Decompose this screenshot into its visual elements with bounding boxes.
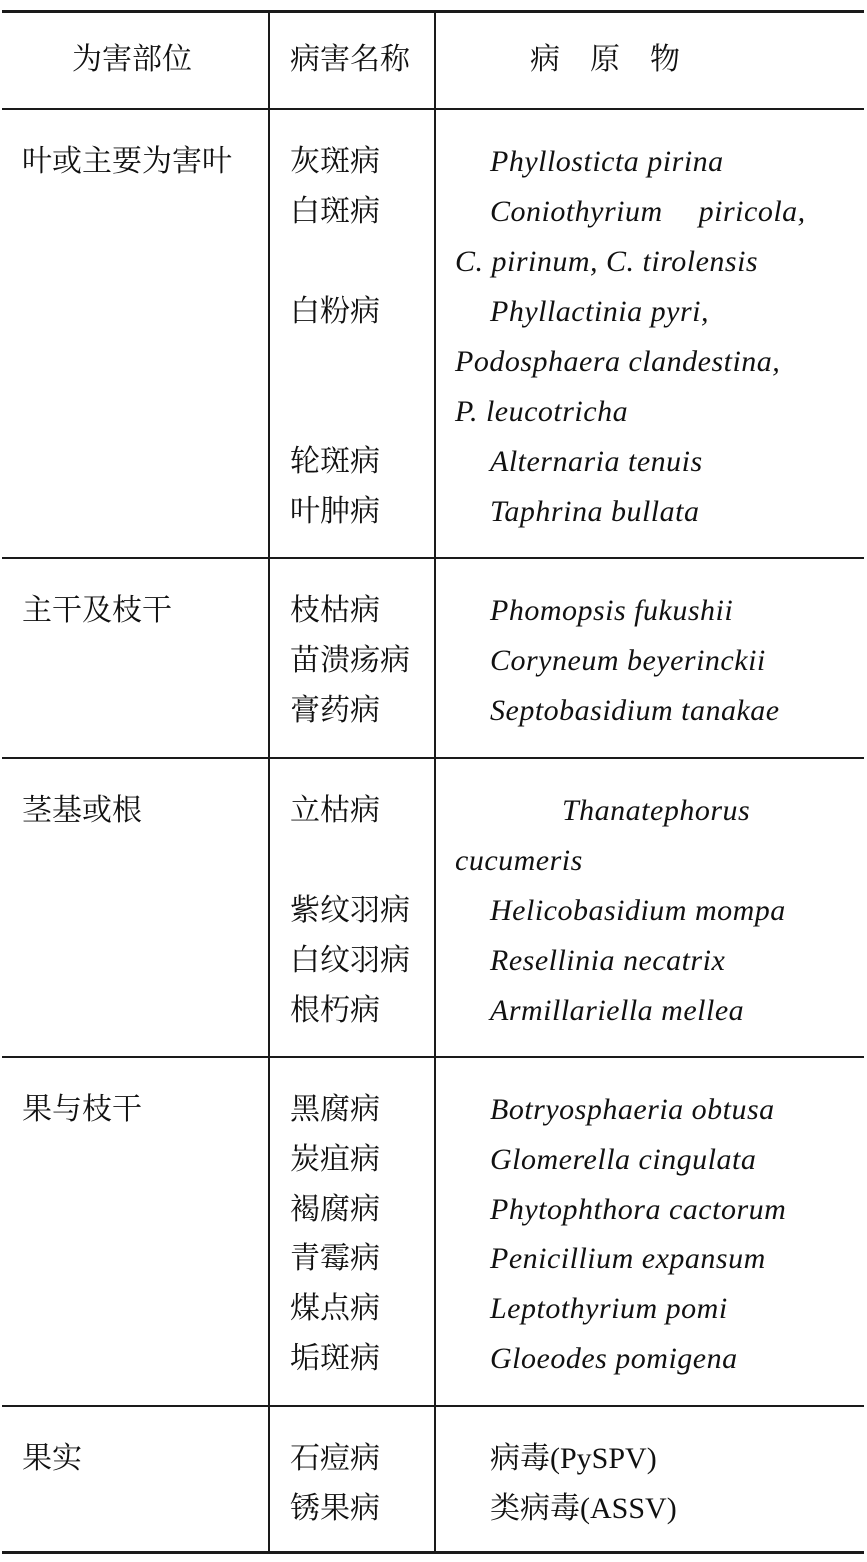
pathogen-cell: Alternaria tenuis xyxy=(490,445,703,478)
disease-cell: 枝枯病 xyxy=(290,593,380,628)
disease-cell: 紫纹羽病 xyxy=(290,893,410,928)
table-bottom-rule xyxy=(2,1551,864,1554)
pathogen-cell: Helicobasidium mompa xyxy=(490,894,786,927)
pathogen-cell: Phyllosticta pirina xyxy=(490,145,724,178)
pathogen-cell: 类病毒(ASSV) xyxy=(490,1492,677,1525)
pathogen-cell: Phytophthora cactorum xyxy=(490,1193,787,1226)
group-divider xyxy=(2,1056,864,1058)
disease-cell: 垢斑病 xyxy=(290,1341,380,1376)
header-disease: 病害名称 xyxy=(290,42,410,77)
pathogen-cell: Coniothyrium piricola, xyxy=(490,195,806,228)
disease-cell: 膏药病 xyxy=(290,693,380,728)
pathogen-cell: P. leucotricha xyxy=(455,395,629,428)
part-cell: 主干及枝干 xyxy=(22,593,172,628)
pathogen-cell: Leptothyrium pomi xyxy=(490,1292,728,1325)
pathogen-cell: Glomerella cingulata xyxy=(490,1143,757,1176)
disease-cell: 根朽病 xyxy=(290,993,380,1028)
pathogen-cell: Taphrina bullata xyxy=(490,495,700,528)
pathogen-cell: C. pirinum, C. tirolensis xyxy=(455,245,759,278)
part-cell: 果实 xyxy=(22,1441,82,1476)
disease-cell: 黑腐病 xyxy=(290,1092,380,1127)
pathogen-cell: 病毒(PySPV) xyxy=(490,1442,657,1475)
pathogen-cell: Armillariella mellea xyxy=(490,994,745,1027)
pathogen-cell: Thanatephorus xyxy=(562,794,751,827)
group-divider xyxy=(2,757,864,759)
header-pathogen: 病 原 物 xyxy=(530,42,680,77)
disease-cell: 石痘病 xyxy=(290,1441,380,1476)
pathogen-cell: Penicillium expansum xyxy=(490,1242,766,1275)
pathogen-cell: Phomopsis fukushii xyxy=(490,594,734,627)
disease-cell: 叶肿病 xyxy=(290,494,380,529)
disease-cell: 青霉病 xyxy=(290,1241,380,1276)
pathogen-cell: Resellinia necatrix xyxy=(490,944,726,977)
pathogen-cell: Phyllactinia pyri, xyxy=(490,295,709,328)
part-cell: 果与枝干 xyxy=(22,1092,142,1127)
disease-cell: 苗溃疡病 xyxy=(290,643,410,678)
disease-cell: 锈果病 xyxy=(290,1491,380,1526)
header-part: 为害部位 xyxy=(72,42,192,77)
disease-cell: 炭疽病 xyxy=(290,1142,380,1177)
part-cell: 叶或主要为害叶 xyxy=(22,144,232,179)
disease-cell: 立枯病 xyxy=(290,793,380,828)
group-divider xyxy=(2,1405,864,1407)
header-bottom-rule xyxy=(2,108,864,110)
disease-cell: 白纹羽病 xyxy=(290,943,410,978)
pathogen-cell: Botryosphaeria obtusa xyxy=(490,1093,775,1126)
disease-cell: 白粉病 xyxy=(290,294,380,329)
disease-cell: 煤点病 xyxy=(290,1291,380,1326)
table-top-rule xyxy=(2,10,864,13)
column-divider xyxy=(268,11,270,1552)
disease-cell: 轮斑病 xyxy=(290,444,380,479)
column-divider xyxy=(434,11,436,1552)
pathogen-cell: Podosphaera clandestina, xyxy=(455,345,781,378)
pathogen-cell: Septobasidium tanakae xyxy=(490,694,780,727)
disease-cell: 白斑病 xyxy=(290,194,380,229)
disease-cell: 褐腐病 xyxy=(290,1192,380,1227)
pathogen-cell: Coryneum beyerinckii xyxy=(490,644,766,677)
pathogen-cell: cucumeris xyxy=(455,844,583,877)
part-cell: 茎基或根 xyxy=(22,793,142,828)
disease-cell: 灰斑病 xyxy=(290,144,380,179)
group-divider xyxy=(2,557,864,559)
pathogen-cell: Gloeodes pomigena xyxy=(490,1342,738,1375)
